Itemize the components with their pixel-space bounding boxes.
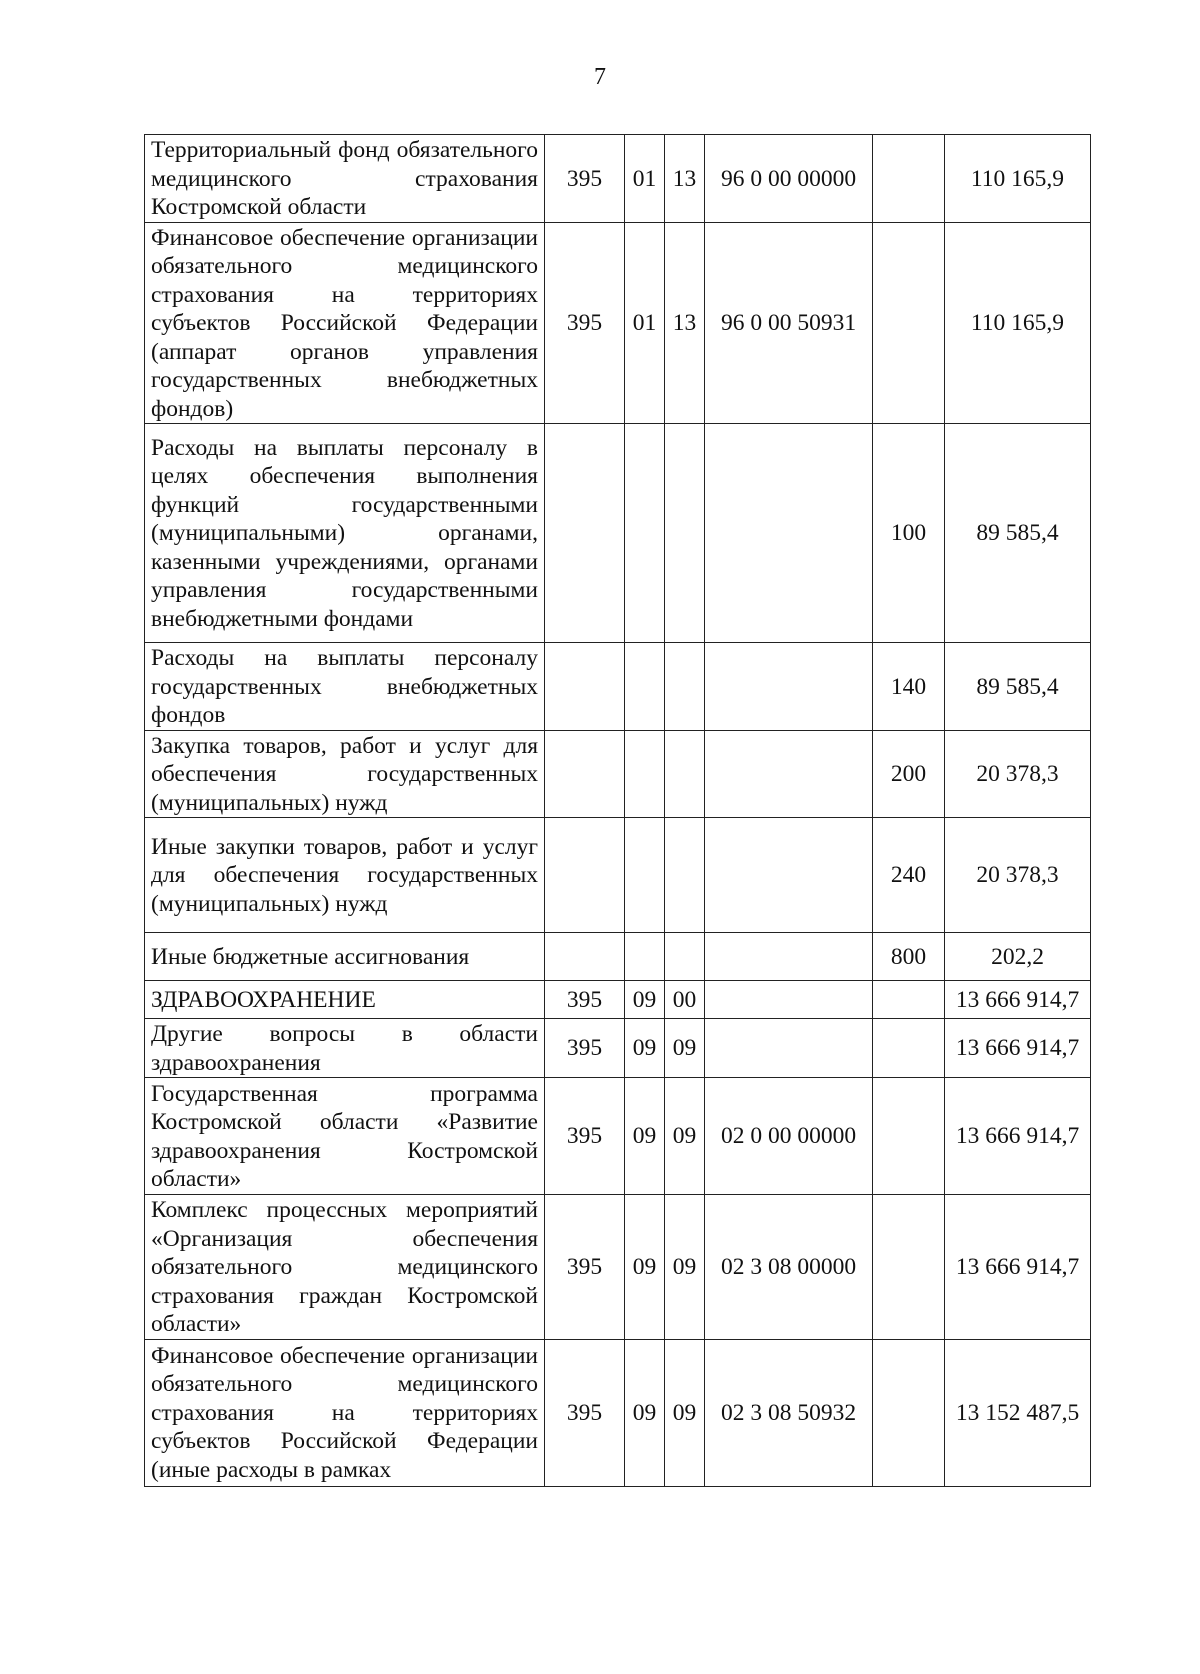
admin-code (545, 424, 625, 643)
admin-code: 395 (545, 1339, 625, 1486)
subsection-code: 09 (665, 1195, 705, 1340)
section-code: 09 (625, 1195, 665, 1340)
amount: 89 585,4 (945, 424, 1091, 643)
row-description: Финансовое обеспечение организации обязательного медицинского страхования на территориях субъектов Российской Федерации (аппарат органов управления государственных внебюджетных фондов) (145, 222, 545, 424)
target-article-code (705, 818, 873, 933)
row-description: Расходы на выплаты персоналу в целях обеспечения выполнения функций государственными (муниципальными) органами, казенными учреждениями, органами управления государственными внебюджетными фондами (145, 424, 545, 643)
budget-table (144, 134, 1091, 1487)
amount: 13 152 487,5 (945, 1339, 1091, 1486)
amount: 13 666 914,7 (945, 1195, 1091, 1340)
subsection-code: 00 (665, 981, 705, 1019)
section-code (625, 933, 665, 981)
subsection-code: 13 (665, 222, 705, 424)
subsection-code (665, 818, 705, 933)
row-description: Иные закупки товаров, работ и услуг для обеспечения государственных (муниципальных) нужд (145, 818, 545, 933)
amount: 20 378,3 (945, 730, 1091, 818)
expense-type-code (873, 135, 945, 223)
expense-type-code: 800 (873, 933, 945, 981)
section-code (625, 643, 665, 731)
subsection-code: 13 (665, 135, 705, 223)
table-row (145, 730, 1091, 818)
target-article-code (705, 1019, 873, 1078)
admin-code (545, 818, 625, 933)
table-row (145, 933, 1091, 981)
section-code: 09 (625, 981, 665, 1019)
budget-table-body (145, 135, 1091, 1487)
subsection-code (665, 424, 705, 643)
expense-type-code (873, 981, 945, 1019)
row-description: Расходы на выплаты персоналу государственных внебюджетных фондов (145, 643, 545, 731)
target-article-code: 96 0 00 00000 (705, 135, 873, 223)
amount: 13 666 914,7 (945, 1078, 1091, 1195)
target-article-code: 96 0 00 50931 (705, 222, 873, 424)
table-row (145, 1339, 1091, 1486)
amount: 13 666 914,7 (945, 1019, 1091, 1078)
target-article-code (705, 643, 873, 731)
amount: 89 585,4 (945, 643, 1091, 731)
target-article-code: 02 0 00 00000 (705, 1078, 873, 1195)
admin-code (545, 730, 625, 818)
subsection-code (665, 643, 705, 731)
section-code: 01 (625, 222, 665, 424)
table-row (145, 1195, 1091, 1340)
table-row (145, 1019, 1091, 1078)
expense-type-code: 240 (873, 818, 945, 933)
target-article-code (705, 981, 873, 1019)
expense-type-code (873, 222, 945, 424)
admin-code: 395 (545, 1195, 625, 1340)
row-description: Закупка товаров, работ и услуг для обеспечения государственных (муниципальных) нужд (145, 730, 545, 818)
subsection-code: 09 (665, 1339, 705, 1486)
expense-type-code (873, 1195, 945, 1340)
page-number: 7 (594, 64, 606, 90)
table-row (145, 424, 1091, 643)
section-code: 09 (625, 1078, 665, 1195)
section-code (625, 730, 665, 818)
row-description: Территориальный фонд обязательного медицинского страхования Костромской области (145, 135, 545, 223)
expense-type-code (873, 1019, 945, 1078)
expense-type-code: 200 (873, 730, 945, 818)
admin-code (545, 643, 625, 731)
subsection-code (665, 730, 705, 818)
section-code: 09 (625, 1339, 665, 1486)
table-row (145, 135, 1091, 223)
table-row (145, 643, 1091, 731)
amount: 110 165,9 (945, 135, 1091, 223)
subsection-code: 09 (665, 1019, 705, 1078)
target-article-code (705, 933, 873, 981)
subsection-code (665, 933, 705, 981)
target-article-code (705, 424, 873, 643)
section-code (625, 818, 665, 933)
amount: 13 666 914,7 (945, 981, 1091, 1019)
table-row (145, 1078, 1091, 1195)
expense-type-code (873, 1339, 945, 1486)
section-code: 09 (625, 1019, 665, 1078)
row-description: Финансовое обеспечение организации обязательного медицинского страхования на территориях субъектов Российской Федерации (иные расходы в рамках (145, 1339, 545, 1486)
row-description: Государственная программа Костромской области «Развитие здравоохранения Костромской области» (145, 1078, 545, 1195)
admin-code: 395 (545, 1019, 625, 1078)
subsection-code: 09 (665, 1078, 705, 1195)
table-row (145, 981, 1091, 1019)
target-article-code: 02 3 08 00000 (705, 1195, 873, 1340)
target-article-code (705, 730, 873, 818)
target-article-code: 02 3 08 50932 (705, 1339, 873, 1486)
expense-type-code: 100 (873, 424, 945, 643)
admin-code (545, 933, 625, 981)
section-code: 01 (625, 135, 665, 223)
table-row (145, 818, 1091, 933)
admin-code: 395 (545, 1078, 625, 1195)
expense-type-code: 140 (873, 643, 945, 731)
row-description: Иные бюджетные ассигнования (145, 933, 545, 981)
table-row (145, 222, 1091, 424)
row-description: ЗДРАВООХРАНЕНИЕ (145, 981, 545, 1019)
admin-code: 395 (545, 135, 625, 223)
amount: 202,2 (945, 933, 1091, 981)
admin-code: 395 (545, 981, 625, 1019)
admin-code: 395 (545, 222, 625, 424)
amount: 20 378,3 (945, 818, 1091, 933)
expense-type-code (873, 1078, 945, 1195)
amount: 110 165,9 (945, 222, 1091, 424)
row-description: Комплекс процессных мероприятий «Организация обеспечения обязательного медицинского страхования граждан Костромской области» (145, 1195, 545, 1340)
row-description: Другие вопросы в области здравоохранения (145, 1019, 545, 1078)
section-code (625, 424, 665, 643)
